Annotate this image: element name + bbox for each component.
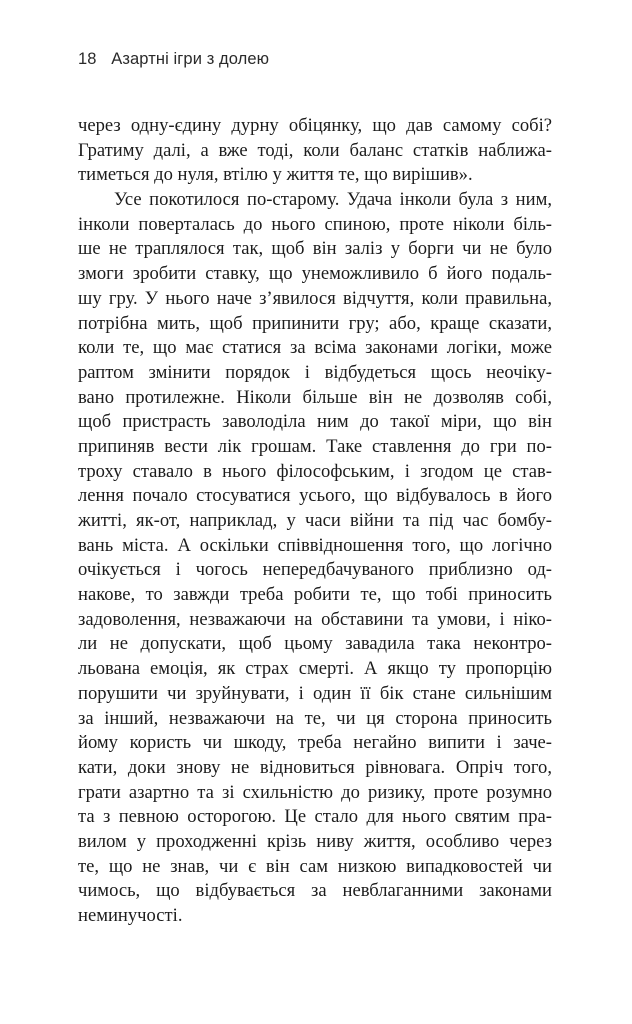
text-line: ше не траплялося так, щоб він заліз у борги чи не було bbox=[78, 238, 552, 260]
text-line: лення почало стосуватися усього, що відбувалось в його bbox=[78, 485, 552, 507]
text-line: тиметься до нуля, втілю у життя те, що вирішив». bbox=[78, 164, 473, 186]
text-line: через одну-єдину дурну обіцянку, що дав самому собі? bbox=[78, 115, 552, 136]
text-line: щоб пристрасть заволоділа ним до такої міри, що він bbox=[78, 411, 552, 433]
page-number: 18 bbox=[78, 50, 97, 68]
text-line: змоги зробити ставку, що унеможливило б його подаль- bbox=[78, 263, 552, 285]
text-line: накове, то завжди треба робити те, що тобі приносить bbox=[78, 584, 552, 606]
text-line: грати азартно та зі схильністю до ризику, проте розумно bbox=[78, 781, 552, 803]
running-header bbox=[78, 50, 269, 69]
text-line: неминучості. bbox=[78, 905, 183, 926]
text-line: льована емоція, як страх смерті. А якщо ту пропорцію bbox=[78, 658, 552, 680]
text-line: житті, як-от, наприклад, у часи війни та під час бомбу- bbox=[78, 510, 552, 531]
text-line: коли те, що має статися за всіма законами логіки, може bbox=[78, 337, 552, 359]
text-line: йому користь чи шкоду, треба негайно випити і заче- bbox=[78, 732, 552, 754]
text-line: шу гру. У нього наче з’явилося відчуття, коли правильна, bbox=[78, 287, 552, 309]
text-line: кати, доки знову не відновиться рівновага. Опріч того, bbox=[78, 756, 552, 778]
text-line: потрібна мить, щоб припинити гру; або, краще сказати, bbox=[78, 312, 552, 334]
text-line: припиняв вести лік грошам. Таке ставлення до гри по- bbox=[78, 435, 552, 457]
text-line: порушити чи зруйнувати, і один її бік стане сильнішим bbox=[78, 682, 552, 704]
text-line: задоволення, незважаючи на обставини та умови, і ніко- bbox=[78, 608, 552, 630]
text-line: Усе покотилося по-старому. Удача інколи була з ним, bbox=[114, 189, 552, 211]
text-line: троху ставало в нього філософським, і згодом це став- bbox=[78, 460, 552, 482]
text-line: чимось, що відбувається за невблаганними законами bbox=[78, 880, 552, 902]
text-line: очікується і чогось непередбачуваного приблизно од- bbox=[78, 559, 552, 581]
text-line: за інший, незважаючи на те, чи ця сторона приносить bbox=[78, 707, 552, 729]
text-line: вань міста. А оскільки співвідношення того, що логічно bbox=[78, 534, 552, 556]
text-line: те, що не знав, чи є він сам низкою випадковостей чи bbox=[78, 855, 552, 877]
text-line: ли не допускати, щоб цьому завадила така неконтро- bbox=[78, 633, 552, 655]
text-line: вано протилежне. Ніколи більше він не дозволяв собі, bbox=[78, 386, 552, 408]
text-line: інколи поверталась до нього спиною, проте ніколи біль- bbox=[78, 213, 552, 235]
body-text bbox=[78, 114, 552, 929]
text-line: раптом змінити порядок і відбудеться щось неочіку- bbox=[78, 361, 552, 383]
running-title: Азартні ігри з долею bbox=[111, 50, 270, 68]
text-line: та з певною осторогою. Це стало для нього святим пра- bbox=[78, 806, 552, 828]
text-line: Гратиму далі, а вже тоді, коли баланс статків наближа- bbox=[78, 139, 552, 161]
text-line: вилом у проходженні крізь ниву життя, особливо через bbox=[78, 830, 552, 852]
